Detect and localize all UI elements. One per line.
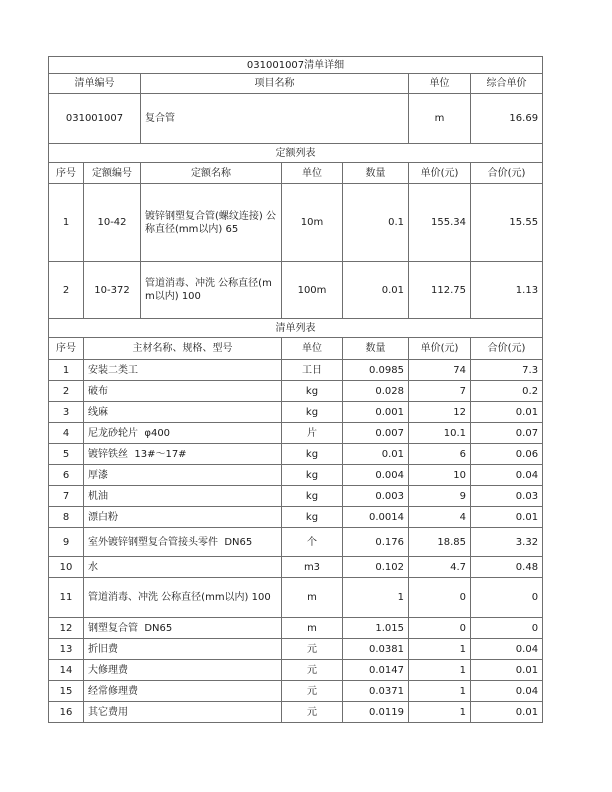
cell-composite-price: 16.69	[471, 94, 543, 144]
col-header-qty: 数量	[343, 338, 409, 360]
col-header-unit: 单位	[282, 163, 343, 184]
cell-total-price: 0.01	[471, 660, 543, 681]
cell-qty: 0.01	[343, 262, 409, 319]
section-title-materials: 清单列表	[49, 319, 543, 338]
cell-unit-price: 12	[409, 402, 471, 423]
detail-sheet	[48, 56, 543, 723]
cell-unit-price: 10.1	[409, 423, 471, 444]
cell-seq: 13	[49, 639, 84, 660]
cell-unit: 10m	[282, 184, 343, 262]
material-row	[49, 423, 543, 444]
cell-listing-code: 031001007	[49, 94, 141, 144]
cell-material-name: 大修理费	[84, 660, 282, 681]
material-row	[49, 402, 543, 423]
col-header-seq: 序号	[49, 338, 84, 360]
material-row	[49, 639, 543, 660]
cell-material-name: 镀锌铁丝 13#〜17#	[84, 444, 282, 465]
cell-unit: 元	[282, 702, 343, 723]
cell-material-name: 厚漆	[84, 465, 282, 486]
cell-material-name: 安装二类工	[84, 360, 282, 381]
cell-material-name: 其它费用	[84, 702, 282, 723]
materials-header-row	[49, 338, 543, 360]
cell-unit: m3	[282, 557, 343, 578]
cell-material-name: 经常修理费	[84, 681, 282, 702]
material-row	[49, 528, 543, 557]
cell-total-price: 0.04	[471, 681, 543, 702]
quota-section-row	[49, 144, 543, 163]
cell-material-name: 破布	[84, 381, 282, 402]
cell-unit-price: 74	[409, 360, 471, 381]
cell-unit: 元	[282, 681, 343, 702]
cell-project-name: 复合管	[141, 94, 409, 144]
cell-total-price: 0	[471, 578, 543, 618]
cell-seq: 14	[49, 660, 84, 681]
cell-unit: kg	[282, 465, 343, 486]
cell-qty: 0.0381	[343, 639, 409, 660]
col-header-unit: 单位	[409, 74, 471, 94]
cell-seq: 2	[49, 262, 84, 319]
cell-total-price: 1.13	[471, 262, 543, 319]
material-row	[49, 381, 543, 402]
cell-material-name: 机油	[84, 486, 282, 507]
cell-material-name: 漂白粉	[84, 507, 282, 528]
cell-qty: 1	[343, 578, 409, 618]
cell-qty: 0.0119	[343, 702, 409, 723]
cell-unit-price: 9	[409, 486, 471, 507]
cell-unit: 工日	[282, 360, 343, 381]
cell-material-name: 水	[84, 557, 282, 578]
col-header-project-name: 项目名称	[141, 74, 409, 94]
summary-header-row	[49, 74, 543, 94]
cell-quota-code: 10-372	[84, 262, 141, 319]
cell-unit: m	[282, 618, 343, 639]
cell-seq: 8	[49, 507, 84, 528]
cell-total-price: 0	[471, 618, 543, 639]
cell-total-price: 0.04	[471, 639, 543, 660]
cell-total-price: 0.06	[471, 444, 543, 465]
cell-material-name: 管道消毒、冲洗 公称直径(mm以内) 100	[84, 578, 282, 618]
cell-unit: 片	[282, 423, 343, 444]
cell-unit: m	[409, 94, 471, 144]
material-row	[49, 444, 543, 465]
col-header-unit-price: 单价(元)	[409, 163, 471, 184]
quota-row	[49, 184, 543, 262]
cell-quota-name: 管道消毒、冲洗 公称直径(mm以内) 100	[141, 262, 282, 319]
cell-seq: 11	[49, 578, 84, 618]
cell-total-price: 0.01	[471, 507, 543, 528]
material-row	[49, 557, 543, 578]
material-row	[49, 360, 543, 381]
cell-seq: 12	[49, 618, 84, 639]
cell-seq: 6	[49, 465, 84, 486]
cell-material-name: 折旧费	[84, 639, 282, 660]
cell-material-name: 线麻	[84, 402, 282, 423]
section-title-quota: 定额列表	[49, 144, 543, 163]
cell-seq: 9	[49, 528, 84, 557]
material-row	[49, 618, 543, 639]
cell-qty: 0.003	[343, 486, 409, 507]
cell-qty: 0.0014	[343, 507, 409, 528]
cell-qty: 0.0371	[343, 681, 409, 702]
cell-qty: 0.01	[343, 444, 409, 465]
material-row	[49, 702, 543, 723]
col-header-unit: 单位	[282, 338, 343, 360]
cell-qty: 0.1	[343, 184, 409, 262]
cell-seq: 7	[49, 486, 84, 507]
cell-unit-price: 4	[409, 507, 471, 528]
quota-header-row	[49, 163, 543, 184]
col-header-quota-name: 定额名称	[141, 163, 282, 184]
cell-unit-price: 6	[409, 444, 471, 465]
col-header-material-name: 主材名称、规格、型号	[84, 338, 282, 360]
cell-unit-price: 0	[409, 618, 471, 639]
cell-unit-price: 4.7	[409, 557, 471, 578]
material-row	[49, 465, 543, 486]
col-header-unit-price: 单价(元)	[409, 338, 471, 360]
cell-qty: 0.007	[343, 423, 409, 444]
cell-total-price: 0.03	[471, 486, 543, 507]
cell-qty: 0.001	[343, 402, 409, 423]
cell-qty: 0.0147	[343, 660, 409, 681]
cell-unit-price: 1	[409, 681, 471, 702]
material-row	[49, 507, 543, 528]
cell-unit: 100m	[282, 262, 343, 319]
cell-seq: 4	[49, 423, 84, 444]
cell-unit-price: 1	[409, 702, 471, 723]
cell-total-price: 15.55	[471, 184, 543, 262]
cell-unit-price: 1	[409, 660, 471, 681]
cell-qty: 0.028	[343, 381, 409, 402]
cell-unit: kg	[282, 507, 343, 528]
cell-unit-price: 7	[409, 381, 471, 402]
col-header-composite-price: 综合单价	[471, 74, 543, 94]
cell-total-price: 0.07	[471, 423, 543, 444]
cell-seq: 16	[49, 702, 84, 723]
summary-row	[49, 94, 543, 144]
cell-seq: 5	[49, 444, 84, 465]
cell-total-price: 0.2	[471, 381, 543, 402]
col-header-total-price: 合价(元)	[471, 163, 543, 184]
cell-quota-name: 镀锌钢塑复合管(螺纹连接) 公称直径(mm以内) 65	[141, 184, 282, 262]
material-row	[49, 578, 543, 618]
cell-qty: 0.004	[343, 465, 409, 486]
sheet-title-row	[49, 57, 543, 74]
col-header-listing-code: 清单编号	[49, 74, 141, 94]
col-header-seq: 序号	[49, 163, 84, 184]
cell-seq: 15	[49, 681, 84, 702]
cell-unit-price: 0	[409, 578, 471, 618]
cell-material-name: 室外镀锌钢塑复合管接头零件 DN65	[84, 528, 282, 557]
col-header-quota-code: 定额编号	[84, 163, 141, 184]
cell-unit-price: 10	[409, 465, 471, 486]
cell-total-price: 0.01	[471, 702, 543, 723]
cell-total-price: 0.48	[471, 557, 543, 578]
cell-unit: kg	[282, 402, 343, 423]
cell-qty: 0.176	[343, 528, 409, 557]
cell-unit: kg	[282, 486, 343, 507]
quota-row	[49, 262, 543, 319]
material-row	[49, 486, 543, 507]
cell-seq: 1	[49, 184, 84, 262]
material-row	[49, 681, 543, 702]
material-row	[49, 660, 543, 681]
cell-qty: 1.015	[343, 618, 409, 639]
cell-total-price: 3.32	[471, 528, 543, 557]
cell-unit: kg	[282, 444, 343, 465]
cell-total-price: 7.3	[471, 360, 543, 381]
sheet-title: 031001007清单详细	[49, 57, 543, 74]
cell-material-name: 钢塑复合管 DN65	[84, 618, 282, 639]
cell-seq: 10	[49, 557, 84, 578]
cell-unit-price: 1	[409, 639, 471, 660]
cell-total-price: 0.04	[471, 465, 543, 486]
cell-unit-price: 18.85	[409, 528, 471, 557]
cell-qty: 0.0985	[343, 360, 409, 381]
cell-unit: 元	[282, 639, 343, 660]
cell-unit: 个	[282, 528, 343, 557]
cell-unit-price: 155.34	[409, 184, 471, 262]
col-header-qty: 数量	[343, 163, 409, 184]
cell-unit: kg	[282, 381, 343, 402]
cell-seq: 1	[49, 360, 84, 381]
cell-total-price: 0.01	[471, 402, 543, 423]
cell-unit: 元	[282, 660, 343, 681]
col-header-total-price: 合价(元)	[471, 338, 543, 360]
cell-unit: m	[282, 578, 343, 618]
cell-qty: 0.102	[343, 557, 409, 578]
cell-quota-code: 10-42	[84, 184, 141, 262]
cell-seq: 3	[49, 402, 84, 423]
cell-unit-price: 112.75	[409, 262, 471, 319]
materials-section-row	[49, 319, 543, 338]
cell-seq: 2	[49, 381, 84, 402]
cell-material-name: 尼龙砂轮片 φ400	[84, 423, 282, 444]
